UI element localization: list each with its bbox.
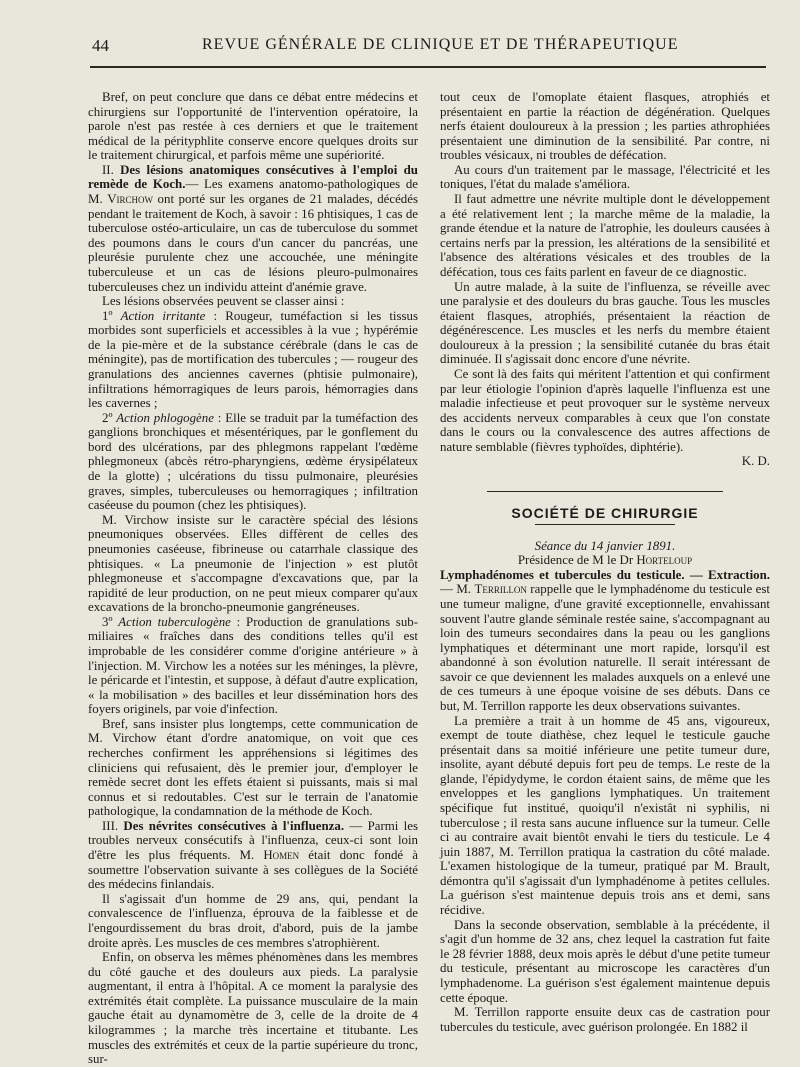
right-column bbox=[440, 90, 770, 1034]
paragraph: La première a trait à un homme de 45 ans, vigoureux, exempt de toute diathèse, chez lequel le testicule gauche présentait dans sa moitié inférieure une petite tumeur dure, insolite, ayant débuté depuis fort peu de temps. Le reste de la glande, l'épidydyme, le cordon étaient sains, de même que les enveloppes et les ganglions lymphatiques. Un traitement spécifique fut institué, quoiqu'il n'existât ni syphilis, ni tuberculose ; il resta sans aucune influence sur la tumeur. Celle ci au contraire avait bientôt envahi le tiers du testicule. Le 4 juin 1887, M. Terrillon pratiqua la castration du côté malade. L'examen histologique de la tumeur, pratiqué par M. Brault, démontra qu'il s'agissait d'un lymphadénome à petites cellules. La guérison s'est maintenue depuis trois ans et demi, sans récidive. bbox=[440, 713, 770, 918]
section-text: était donc fondé à soumettre l'observation suivante à ses collègues de la Société des médecins finlandais. bbox=[88, 848, 418, 892]
section-divider bbox=[535, 524, 675, 525]
page-number: 44 bbox=[92, 36, 109, 55]
communication-text: rappelle que le lymphadénome du testicule est une tumeur maligne, d'une gravité exceptionnelle, envahissant souvent l'autre glande séminale restée saine, s'accompagnant au loin des tumeurs secondaires dans la peau ou les ganglions lymphatiques et déterminant une mort rapide, lorsqu'il est abandonné à son évolution naturelle. Il serait intéressant de savoir ce que deviennent les malades auxquels on a enlevé une de ces tumeurs à une époque voisine de ses débuts. Dans ce but, M. Terrillon rapporte les deux observations suivantes. bbox=[440, 582, 770, 713]
section-number: II. bbox=[102, 162, 114, 177]
communication-text: — M. bbox=[440, 582, 475, 597]
communication bbox=[440, 568, 770, 714]
section-iii bbox=[88, 819, 418, 892]
communication-heading: Lymphadénomes et tubercules du testicule. — Extraction. bbox=[440, 567, 770, 582]
page-header bbox=[92, 36, 762, 66]
session-date: Séance du 14 janvier 1891. bbox=[534, 538, 676, 553]
running-title: REVUE GÉNÉRALE DE CLINIQUE ET DE THÉRAPEUTIQUE bbox=[202, 36, 679, 53]
paragraph: Bref, on peut conclure que dans ce débat entre médecins et chirurgiens sur l'opportunité de l'intervention opératoire, la parole n'est pas restée à ces derniers et que le traitement médical de la pérityphlite conserve encore quelques droits sur le traitement chirurgical, et parfois même une supériorité. bbox=[88, 90, 418, 163]
section-title: SOCIÉTÉ DE CHIRURGIE bbox=[511, 505, 699, 522]
list-label: Action phlogogène bbox=[116, 410, 214, 425]
paragraph: Au cours d'un traitement par le massage, l'électricité et les toniques, l'état du malade s'améliora. bbox=[440, 162, 770, 192]
list-item bbox=[88, 615, 418, 717]
presidence bbox=[440, 553, 770, 568]
signature: K. D. bbox=[741, 454, 770, 469]
author-name: Homen bbox=[263, 848, 300, 863]
section-text: ont porté sur les organes de 21 malades, décédés pendant le traitement de Koch, à savoir : 16 phtisiques, 1 cas de tuberculose ostéo-articulaire, un cas de tuberculose du sommet des poumons dans le cours d'un cancer du pancréas, une pleurésie purulente chez une accouchée, une méningite tuberculeuse et un cas de lésions pleuro-pulmonaires tuberculeuses chez un individu atteint d'anémie grave. bbox=[88, 192, 418, 294]
list-label: Action tuberculogène bbox=[118, 614, 231, 629]
list-label: Action irritante bbox=[120, 308, 206, 323]
paragraph: M. Virchow insiste sur le caractère spécial des lésions pneumoniques observées. Elles diffèrent de celles des pneumonies caséeuse, fibrineuse ou catarrhale classique des phtisiques. « La pneumonie de l'injection » est plutôt phlegmoneuse et s'accompagne d'excavations que, par la rapidité de leur production, on ne peut mieux comparer qu'aux excavations de la broncho-pneumonie gangréneuses. bbox=[88, 512, 418, 615]
section-text: — Les examens anatomo-pathologiques de M. bbox=[88, 177, 418, 207]
author-name: Terrillon bbox=[474, 582, 527, 597]
paragraph: tout ceux de l'omoplate étaient flasques, atrophiés et présentaient en partie la réaction de dégénération. Quelques nerfs étaient douloureux à la pression ; les parties athrophiées présentaient une diminution de la sensibilité. Par contre, ni troubles vésicaux, ni troubles de défécation. bbox=[440, 90, 770, 163]
paragraph: Bref, sans insister plus longtemps, cette communication de M. Virchow étant d'ordre anatomique, on voit que ces recherches confirment les appréhensions si légitimes des cliniciens qui refusaient, dès le premier jour, d'employer le remède secret dont les effets étaient si puissants, mais si mal connus et si redoutables. C'est sur le terrain de l'anatomie pathologique, la condamnation de la méthode de Koch. bbox=[88, 716, 418, 819]
section-divider bbox=[487, 491, 723, 492]
paragraph: Ce sont là des faits qui méritent l'attention et qui confirment par leur étiologie l'opinion d'après laquelle l'influenza est une maladie infectieuse et peut provoquer sur le système nerveux des accidents nerveux comparables à ceux que l'on constate dans le cours ou la convalescence des autres affections de nature semblable (fièvres typhoïdes, diphtérie). bbox=[440, 366, 770, 454]
paragraph: Il faut admettre une névrite multiple dont le développement a été relativement lent ; la marche même de la maladie, la grande étendue et la nature de l'atrophie, les douleurs causées à certains nerfs par la pression, les altérations de la sensibilité et l'absence des altérations vésicales et des troubles de la défécation, tous ces faits parlent en faveur de ce diagnostic. bbox=[440, 192, 770, 279]
list-number: 2º bbox=[102, 410, 117, 425]
section-text: — Parmi les troubles nerveux consécutifs à l'influenza, ceux-ci sont loin d'être les plus fréquents. M. bbox=[88, 818, 418, 863]
list-item bbox=[88, 309, 418, 411]
section-heading: Des névrites consécutives à l'influenza. bbox=[123, 818, 345, 833]
paragraph: Un autre malade, à la suite de l'influenza, se réveille avec une paralysie et des douleurs du bras gauche. Tous les muscles étaient flasques, atrophiés, présentaient la réaction de dégénérescence. Les muscles et les nerfs du membre étaient douloureux à la pression ; la sensibilité cutanée du bras était diminuée. Il s'agissait donc encore d'une névrite. bbox=[440, 279, 770, 367]
paragraph: Les lésions observées peuvent se classer ainsi : bbox=[102, 294, 345, 309]
list-number: 1º bbox=[102, 308, 121, 323]
section-ii bbox=[88, 163, 418, 294]
list-text: : Rougeur, tuméfaction si les tissus morbides sont superficiels et accessibles à la vue ; hypérémie de la pie-mère et de la substance cérébrale (dans le cas de méningite), pas de mortification des tubercules ; — rougeur des granulations des anciennes cavernes (phtisie pulmonaire), infiltrations hémorragiques de leurs parois, hémorragies dans les cavernes ; bbox=[88, 308, 419, 411]
section-number: III. bbox=[102, 818, 119, 833]
presidence-text: Présidence de M le Dr bbox=[517, 553, 637, 568]
list-text: : Production de granulations sub-miliaires « fraîches dans des conditions telles qu'il est improbable de les considérer comme d'origine antérieure » à l'injection. M. Virchow les a notées sur les méninges, la plèvre, le péricarde et l'intestin, et suppose, à défaut d'autre explication, « la mobilisation » des bacilles et leur dissémination hors des foyers originels, par voie d'infection. bbox=[88, 614, 418, 717]
list-item bbox=[88, 411, 418, 513]
author-name: Virchow bbox=[107, 192, 154, 207]
list-number: 3º bbox=[102, 614, 119, 629]
section-heading: Des lésions anatomiques consécutives à l'emploi du remède de Koch. bbox=[88, 162, 418, 192]
paragraph: Il s'agissait d'un homme de 29 ans, qui, pendant la convalescence de l'influenza, éprouva de la faiblesse et de l'engourdissement du bras droit, d'abord, puis de la jambe droite après. Les muscles de ces membres s'atrophièrent. bbox=[88, 891, 418, 950]
paragraph: Dans la seconde observation, semblable à la précédente, il s'agit d'un homme de 32 ans, chez lequel la castration fut faite le 28 février 1888, deux mois après le début d'une petite tumeur du testicule, présentant au microscope les caractères d'un lymphadenome. La guérison s'est également maintenue depuis cette époque. bbox=[440, 917, 770, 1005]
paragraph: Enfin, on observa les mêmes phénomènes dans les membres du côté gauche et des douleurs aux pieds. La paralysie augmentant, il entra à l'hôpital. A ce moment la paralysie des extrémités était complète. La puissance musculaire de la main gauche était au dynamomètre de 3, celle de la droite de 4 kilogrammes ; la marche très incertaine et titubante. Les muscles des extrémités et ceux de la partie supérieure du tronc, sur- bbox=[88, 950, 418, 1067]
president-name: Horteloup bbox=[636, 553, 693, 568]
header-rule bbox=[90, 66, 766, 68]
list-text: : Elle se traduit par la tuméfaction des ganglions bronchiques et mésentériques, par le gonflement du bord des ulcérations, par des phlegmons rappelant l'œdème phlegmoneux (abcès rétro-pharyngiens, œdème érysipélateux de la glotte) ; ulcérations du tissu pulmonaire, pleurésies graves, simples, tuberculeuses ou hemorragiques ; infiltration caséeuse du poumon (chez les phtisiques). bbox=[88, 410, 418, 513]
paragraph: M. Terrillon rapporte ensuite deux cas de castration pour tubercules du testicule, avec guérison prolongée. En 1882 il bbox=[440, 1005, 770, 1034]
left-column bbox=[88, 90, 418, 1067]
